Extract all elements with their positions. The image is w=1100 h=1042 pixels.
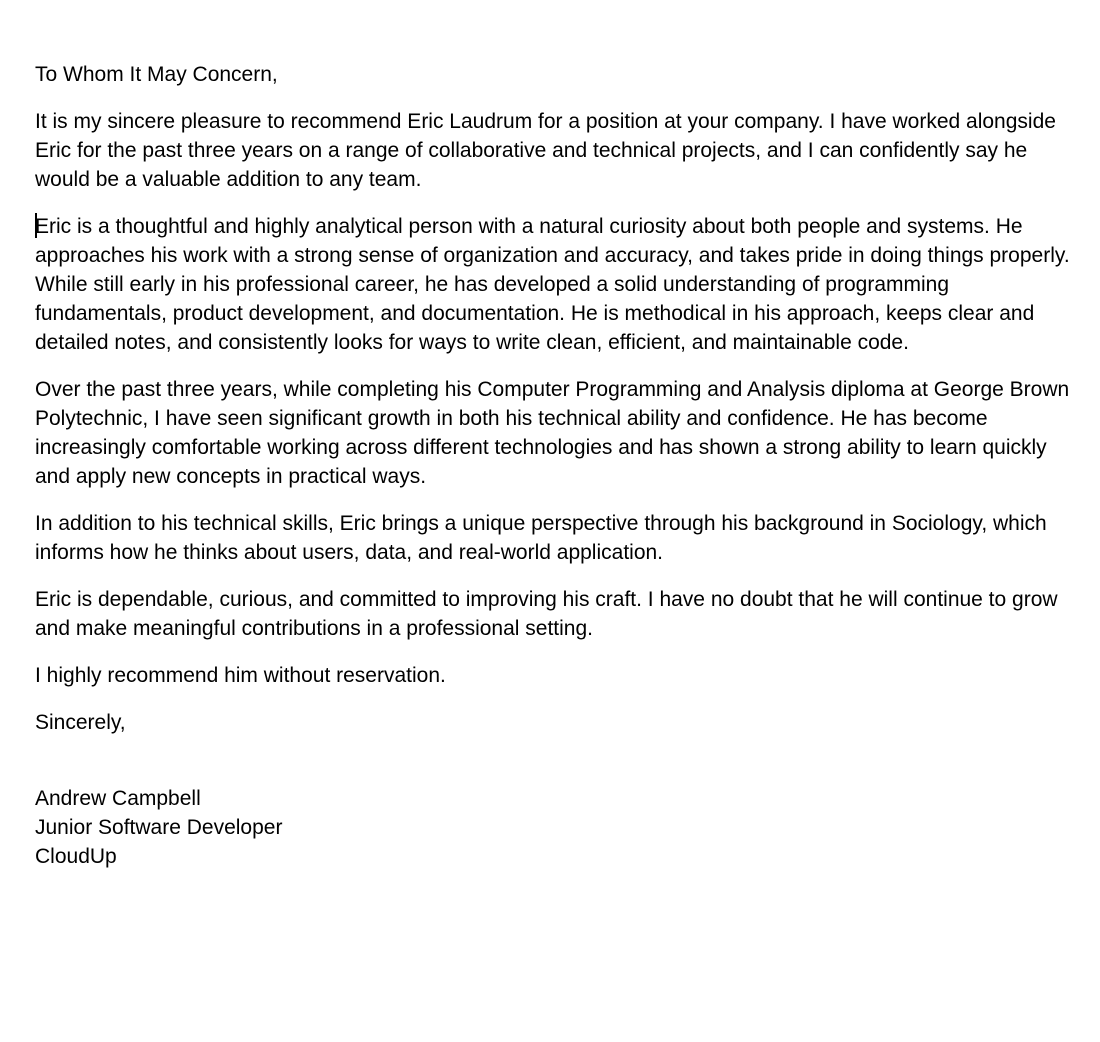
paragraph-intro: It is my sincere pleasure to recommend Eric Laudrum for a position at your company. I have worked alongside Eric for the past three years on a range of collaborative and technical projects, and I can confidently say he would be a valuable addition to any team. bbox=[35, 110, 1056, 191]
signature-title: Junior Software Developer bbox=[35, 816, 283, 839]
paragraph-recommendation: I highly recommend him without reservation. bbox=[35, 664, 446, 687]
salutation: To Whom It May Concern, bbox=[35, 63, 278, 86]
paragraph-qualities-text: Eric is a thoughtful and highly analytical person with a natural curiosity about both people and systems. He approaches his work with a strong sense of organization and accuracy, and takes pride in doing things properly. While still early in his professional career, he has developed a solid understanding of programming fundamentals, product development, and documentation. He is methodical in his approach, keeps clear and detailed notes, and consistently looks for ways to write clean, efficient, and maintainable code. bbox=[35, 215, 1070, 354]
paragraph-growth: Over the past three years, while completing his Computer Programming and Analysis diploma at George Brown Polytechnic, I have seen significant growth in both his technical ability and confidence. He has become increasingly comfortable working across different technologies and has shown a strong ability to learn quickly and apply new concepts in practical ways. bbox=[35, 378, 1070, 488]
paragraph-background: In addition to his technical skills, Eric brings a unique perspective through his background in Sociology, which informs how he thinks about users, data, and real-world application. bbox=[35, 512, 1047, 564]
signature-spacer bbox=[35, 755, 1075, 784]
paragraph-character: Eric is dependable, curious, and committed to improving his craft. I have no doubt that he will continue to grow and make meaningful contributions in a professional setting. bbox=[35, 588, 1058, 640]
document-body[interactable] bbox=[35, 60, 1075, 871]
paragraph-qualities bbox=[35, 212, 1075, 357]
signature-block bbox=[35, 784, 1075, 871]
signature-name: Andrew Campbell bbox=[35, 787, 201, 810]
closing: Sincerely, bbox=[35, 711, 126, 734]
signature-company: CloudUp bbox=[35, 845, 117, 868]
